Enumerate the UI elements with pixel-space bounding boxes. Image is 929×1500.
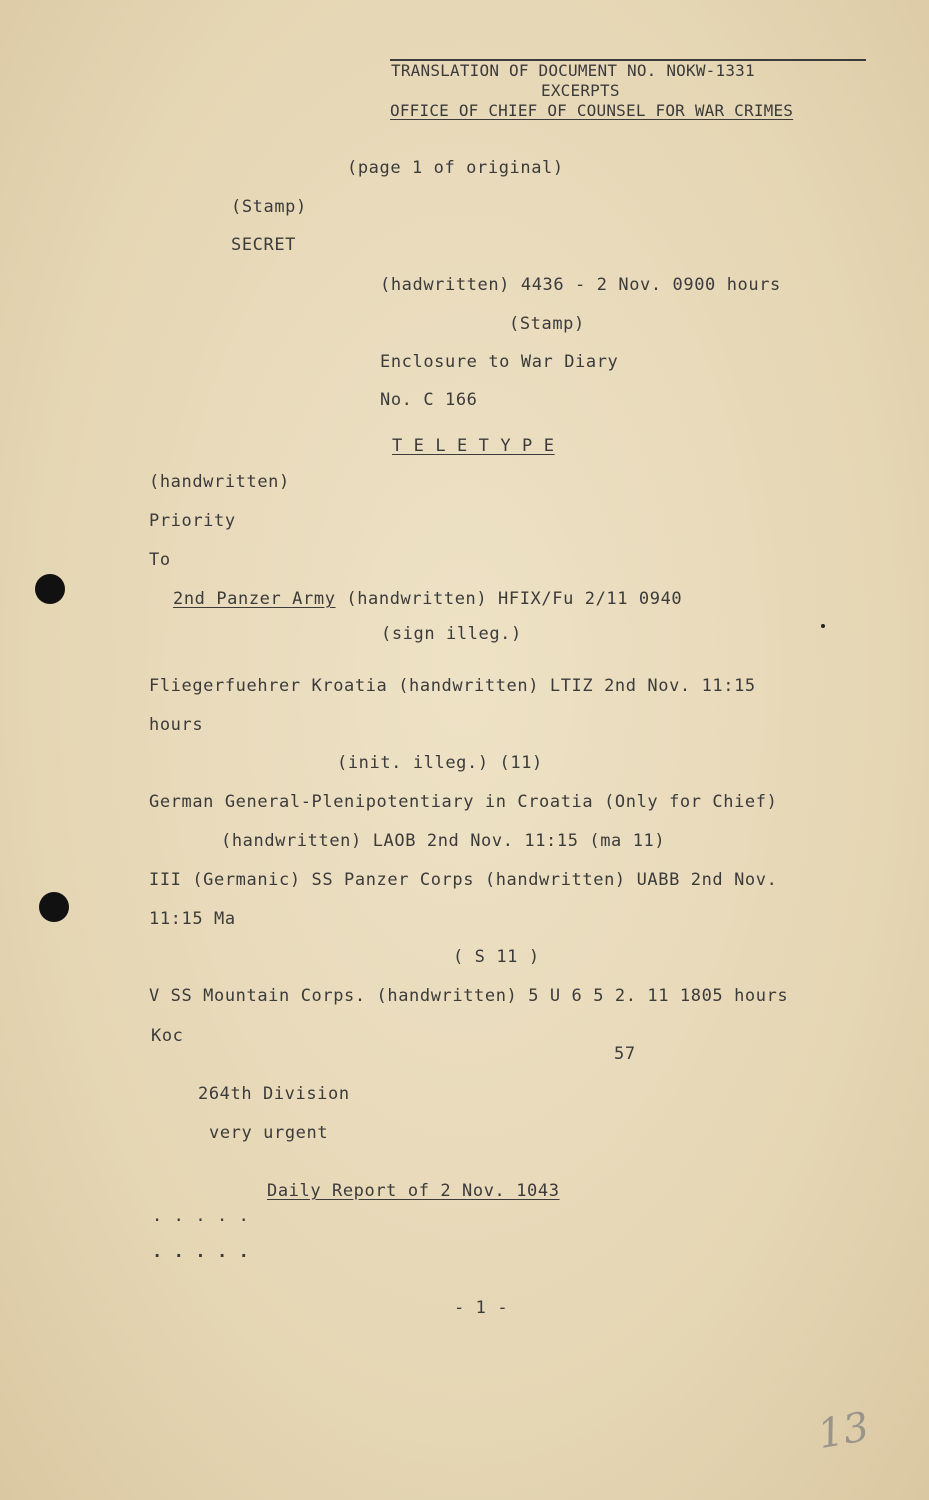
ellipsis-1: . . . . . (152, 1206, 250, 1226)
secret-label: SECRET (231, 235, 297, 255)
page-of-original: (page 1 of original) (347, 158, 564, 178)
war-diary-number: No. C 166 (380, 390, 478, 410)
margin-pencil-mark: 13 (814, 1403, 873, 1459)
init-illeg: (init. illeg.) (11) (337, 753, 543, 773)
handwritten-label: (handwritten) (149, 472, 290, 492)
header-office: OFFICE OF CHIEF OF COUNSEL FOR WAR CRIMES (390, 101, 794, 120)
recipient-ss-mountain-corps: V SS Mountain Corps. (handwritten) 5 U 6 5 2. 11 1805 hours (149, 986, 789, 1006)
recipient-2nd-panzer-army (149, 589, 682, 609)
recipient-general-plenipotentiary: German General-Plenipotentiary in Croatia (Only for Chief) (149, 792, 778, 812)
ink-speck (821, 624, 825, 628)
urgency-line: very urgent (209, 1123, 329, 1143)
handwritten-number-line: (hadwritten) 4436 - 2 Nov. 0900 hours (380, 275, 781, 295)
header-title: TRANSLATION OF DOCUMENT NO. NOKW-1331 (391, 61, 755, 80)
enclosure-line: Enclosure to War Diary (380, 352, 619, 372)
stamp-label-2: (Stamp) (509, 314, 585, 334)
recipient-general-note: (handwritten) LAOB 2nd Nov. 11:15 (ma 11) (221, 831, 666, 851)
punch-hole-top (35, 574, 65, 604)
recipient-fliegerfuehrer: Fliegerfuehrer Kroatia (handwritten) LTIZ 2nd Nov. 11:15 (149, 676, 756, 696)
recipient-fliegerfuehrer-cont: hours (149, 715, 204, 735)
recipient-ss-mountain-cont: Koc (151, 1026, 184, 1046)
number-57: 57 (614, 1044, 636, 1064)
teletype-heading: T E L E T Y P E (392, 436, 555, 456)
to-label: To (149, 550, 171, 570)
header-excerpts: EXCERPTS (541, 81, 620, 100)
recipient-ss-panzer-corps: III (Germanic) SS Panzer Corps (handwritten) UABB 2nd Nov. (149, 870, 778, 890)
division-line: 264th Division (198, 1084, 350, 1104)
stamp-label-1: (Stamp) (231, 197, 307, 217)
recipient-ss-panzer-cont: 11:15 Ma (149, 909, 236, 929)
recipient-1-note: (handwritten) HFIX/Fu 2/11 0940 (335, 589, 683, 609)
priority-label: Priority (149, 511, 236, 531)
daily-report-title: Daily Report of 2 Nov. 1043 (267, 1181, 560, 1201)
sign-illeg: (sign illeg.) (381, 624, 522, 644)
s11-mark: ( S 11 ) (453, 947, 540, 967)
page-number: - 1 - (454, 1298, 509, 1318)
punch-hole-bottom (39, 892, 69, 922)
recipient-1-name: 2nd Panzer Army (173, 589, 336, 609)
ellipsis-2: . . . . . (152, 1242, 250, 1262)
